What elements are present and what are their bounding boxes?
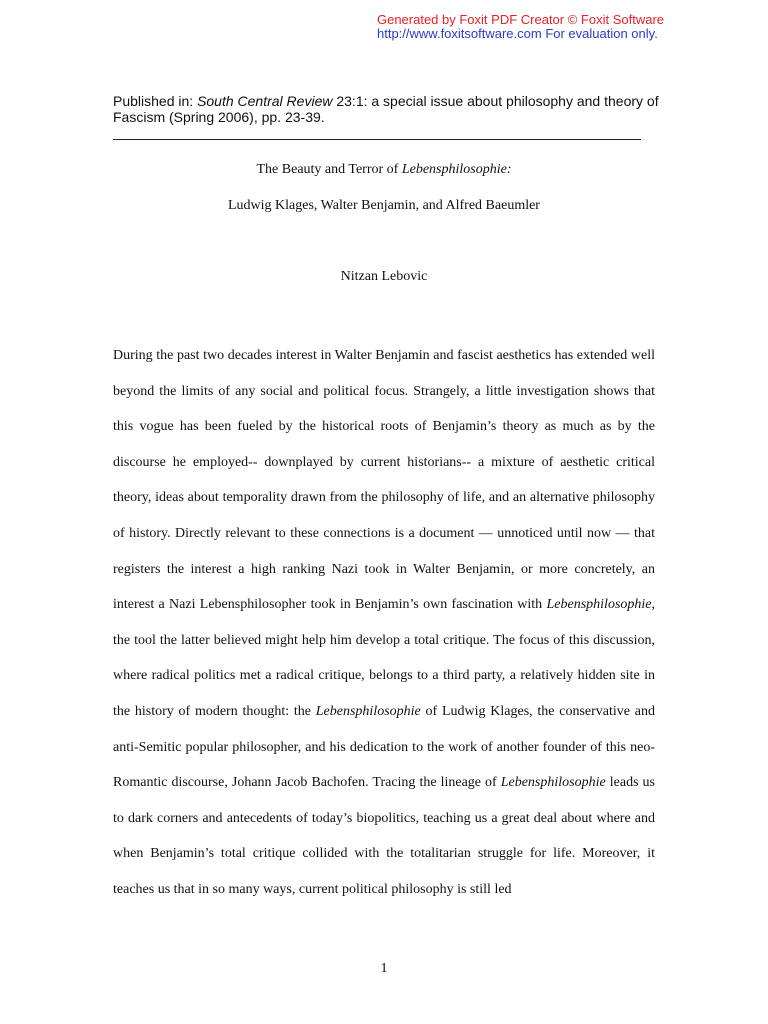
- body-text-4: leads us to dark corners and antecedents of today’s biopolitics, teaching us a great deal about where and when Benjamin’s total critique collided with the totalitarian struggle for life. Moreover, it teaches us that in so many ways, current political philosophy is still led: [113, 775, 655, 897]
- body-paragraph: [113, 338, 655, 908]
- article-title: [0, 162, 768, 178]
- body-text-3: of Ludwig Klages, the conservative and anti-Semitic popular philosopher, and his dedication to the work of another founder of this neo-Romantic discourse, Johann Jacob Bachofen. Tracing the lineage of: [113, 703, 655, 791]
- body-italic-1: Lebensphilosophie: [546, 597, 652, 613]
- publication-suffix: 23:1: a special issue about philosophy and theory of Fascism (Spring 2006), pp. 23-39.: [113, 93, 659, 125]
- publication-info: [113, 93, 673, 125]
- body-italic-3: Lebensphilosophie: [500, 775, 606, 791]
- body-italic-2: Lebensphilosophie: [315, 703, 421, 719]
- foxit-watermark: [377, 13, 664, 41]
- page-number: 1: [380, 961, 388, 976]
- body-text-2: , the tool the latter believed might help him develop a total critique. The focus of this discussion, where radical politics met a radical critique, belongs to a third party, a relatively hidden site in the history of modern thought: the: [113, 597, 655, 719]
- publication-prefix: Published in:: [113, 93, 198, 109]
- author-name: Nitzan Lebovic: [340, 269, 428, 284]
- watermark-line-1: Generated by Foxit PDF Creator © Foxit Software: [376, 12, 664, 27]
- article-subtitle: Ludwig Klages, Walter Benjamin, and Alfred Baeumler: [228, 198, 540, 213]
- horizontal-rule: [113, 139, 641, 140]
- watermark-line-2: http://www.foxitsoftware.com For evaluation only.: [376, 26, 658, 41]
- journal-name: South Central Review: [197, 93, 333, 109]
- body-text-1: During the past two decades interest in Walter Benjamin and fascist aesthetics has extended well beyond the limits of any social and political focus. Strangely, a little investigation shows that this vogue has been fueled by the historical roots of Benjamin’s theory as much as by the discourse he employed-- downplayed by current historians-- a mixture of aesthetic critical theory, ideas about temporality drawn from the philosophy of life, and an alternative philosophy of history. Directly relevant to these connections is a document — unnoticed until now — that registers the interest a high ranking Nazi took in Walter Benjamin, or more concretely, an interest a Nazi Lebensphilosopher took in Benjamin’s own fascination with: [113, 348, 655, 613]
- title-italic: Lebensphilosophie:: [401, 162, 512, 177]
- title-prefix: The Beauty and Terror of: [256, 162, 402, 177]
